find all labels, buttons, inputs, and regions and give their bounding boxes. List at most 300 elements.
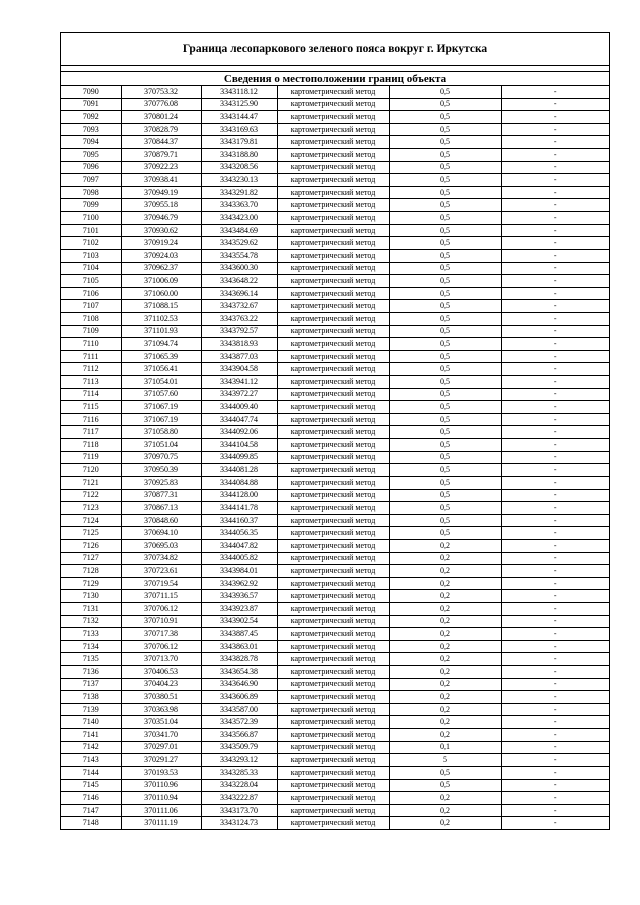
accuracy-cell: 5 <box>389 754 501 767</box>
point-number-cell: 7114 <box>61 388 121 401</box>
point-number-cell: 7126 <box>61 539 121 552</box>
x-coordinate-cell: 370828.79 <box>121 123 201 136</box>
method-cell: картометрический метод <box>277 262 389 275</box>
description-cell: - <box>501 502 609 515</box>
point-number-cell: 7133 <box>61 628 121 641</box>
table-row <box>61 123 609 136</box>
description-cell: - <box>501 590 609 603</box>
accuracy-cell: 0,2 <box>389 666 501 679</box>
method-cell: картометрический метод <box>277 703 389 716</box>
y-coordinate-cell: 3343125.90 <box>201 98 277 111</box>
table-row <box>61 766 609 779</box>
accuracy-cell: 0,2 <box>389 678 501 691</box>
y-coordinate-cell: 3344081.28 <box>201 464 277 477</box>
method-cell: картометрический метод <box>277 729 389 742</box>
accuracy-cell: 0,2 <box>389 615 501 628</box>
y-coordinate-cell: 3343646.90 <box>201 678 277 691</box>
point-number-cell: 7148 <box>61 817 121 829</box>
description-cell: - <box>501 300 609 313</box>
point-number-cell: 7144 <box>61 766 121 779</box>
accuracy-cell: 0,5 <box>389 300 501 313</box>
description-cell: - <box>501 678 609 691</box>
point-number-cell: 7120 <box>61 464 121 477</box>
description-cell: - <box>553 818 557 828</box>
description-cell: - <box>501 275 609 288</box>
method-cell: картометрический метод <box>277 792 389 805</box>
description-cell: - <box>501 262 609 275</box>
y-coordinate-cell: 3343936.57 <box>201 590 277 603</box>
y-coordinate-cell: 3344005.82 <box>201 552 277 565</box>
x-coordinate-cell: 370193.53 <box>121 766 201 779</box>
accuracy-cell: 0,5 <box>389 350 501 363</box>
description-cell: - <box>501 552 609 565</box>
method-cell: картометрический метод <box>277 363 389 376</box>
point-number-cell: 7123 <box>61 502 121 515</box>
y-coordinate-cell: 3343606.89 <box>201 691 277 704</box>
accuracy-cell: 0,5 <box>389 766 501 779</box>
description-cell: - <box>501 388 609 401</box>
y-coordinate-cell: 3343887.45 <box>201 628 277 641</box>
point-number-cell: 7134 <box>61 640 121 653</box>
y-coordinate-cell: 3343509.79 <box>201 741 277 754</box>
description-cell: - <box>501 514 609 527</box>
method-cell: картометрический метод <box>277 817 389 829</box>
accuracy-cell: 0,5 <box>389 287 501 300</box>
point-number-cell: 7096 <box>61 161 121 174</box>
y-coordinate-cell: 3343600.30 <box>201 262 277 275</box>
accuracy-cell: 0,2 <box>389 729 501 742</box>
point-number-cell: 7131 <box>61 602 121 615</box>
accuracy-cell: 0,5 <box>389 502 501 515</box>
method-cell: картометрический метод <box>277 602 389 615</box>
table-row <box>61 98 609 111</box>
description-cell: - <box>501 325 609 338</box>
y-coordinate-cell: 3343285.33 <box>201 766 277 779</box>
point-number-cell: 7107 <box>61 300 121 313</box>
x-coordinate-cell: 370710.91 <box>121 615 201 628</box>
x-coordinate-cell: 371088.15 <box>121 300 201 313</box>
x-coordinate-cell: 370919.24 <box>121 237 201 250</box>
x-coordinate-cell: 370351.04 <box>121 716 201 729</box>
point-number-cell: 7115 <box>61 401 121 414</box>
point-number-cell: 7143 <box>61 754 121 767</box>
table-row <box>61 149 609 162</box>
y-coordinate-cell: 3344084.88 <box>201 476 277 489</box>
point-number-cell: 7130 <box>61 590 121 603</box>
x-coordinate-cell: 370930.62 <box>121 224 201 237</box>
x-coordinate-cell: 370111.06 <box>121 804 201 817</box>
accuracy-cell: 0,5 <box>389 413 501 426</box>
x-coordinate-cell: 370719.54 <box>121 577 201 590</box>
table-row <box>61 300 609 313</box>
y-coordinate-cell: 3344092.06 <box>201 426 277 439</box>
method-cell: картометрический метод <box>277 350 389 363</box>
description-cell: - <box>501 716 609 729</box>
method-cell: картометрический метод <box>277 565 389 578</box>
table-row <box>61 186 609 199</box>
accuracy-cell: 0,5 <box>389 149 501 162</box>
method-cell: картометрический метод <box>277 325 389 338</box>
accuracy-cell: 0,2 <box>389 628 501 641</box>
accuracy-cell: 0,5 <box>389 426 501 439</box>
description-cell: - <box>501 766 609 779</box>
description-cell: - <box>501 741 609 754</box>
table-row <box>61 716 609 729</box>
table-row <box>61 325 609 338</box>
x-coordinate-cell: 370877.31 <box>121 489 201 502</box>
x-coordinate-cell: 370938.41 <box>121 174 201 187</box>
x-coordinate-cell: 370801.24 <box>121 111 201 124</box>
point-number-cell: 7132 <box>61 615 121 628</box>
point-number-cell: 7136 <box>61 666 121 679</box>
point-number-cell: 7111 <box>61 350 121 363</box>
description-cell: - <box>501 640 609 653</box>
y-coordinate-cell: 3343572.39 <box>201 716 277 729</box>
method-cell: картометрический метод <box>277 640 389 653</box>
description-cell: - <box>501 401 609 414</box>
method-cell: картометрический метод <box>277 691 389 704</box>
x-coordinate-cell: 370706.12 <box>121 640 201 653</box>
y-coordinate-cell: 3343554.78 <box>201 249 277 262</box>
y-coordinate-cell: 3343696.14 <box>201 287 277 300</box>
point-number-cell: 7128 <box>61 565 121 578</box>
method-cell: картометрический метод <box>277 237 389 250</box>
y-coordinate-cell: 3343972.27 <box>201 388 277 401</box>
y-coordinate-cell: 3343828.78 <box>201 653 277 666</box>
accuracy-cell: 0,2 <box>389 703 501 716</box>
accuracy-cell: 0,2 <box>389 691 501 704</box>
point-number-cell: 7102 <box>61 237 121 250</box>
description-cell: - <box>501 199 609 212</box>
x-coordinate-cell: 370946.79 <box>121 212 201 225</box>
x-coordinate-cell: 370297.01 <box>121 741 201 754</box>
table-row <box>61 703 609 716</box>
accuracy-cell: 0,5 <box>389 527 501 540</box>
table-row <box>61 514 609 527</box>
point-number-cell: 7119 <box>61 451 121 464</box>
y-coordinate-cell: 3343230.13 <box>201 174 277 187</box>
table-row <box>61 628 609 641</box>
description-cell: - <box>501 426 609 439</box>
y-coordinate-cell: 3343169.63 <box>201 123 277 136</box>
method-cell: картометрический метод <box>277 98 389 111</box>
point-number-cell: 7099 <box>61 199 121 212</box>
point-number-cell: 7109 <box>61 325 121 338</box>
y-coordinate-cell: 3343529.62 <box>201 237 277 250</box>
method-cell: картометрический метод <box>277 552 389 565</box>
table-row <box>61 275 609 288</box>
point-number-cell: 7106 <box>61 287 121 300</box>
description-cell: - <box>501 451 609 464</box>
y-coordinate-cell: 3344056.35 <box>201 527 277 540</box>
x-coordinate-cell: 370950.39 <box>121 464 201 477</box>
point-number-cell: 7121 <box>61 476 121 489</box>
accuracy-cell: 0,5 <box>389 186 501 199</box>
description-cell: - <box>501 527 609 540</box>
table-row <box>61 262 609 275</box>
point-number-cell: 7110 <box>61 338 121 351</box>
table-row <box>61 565 609 578</box>
description-cell: - <box>501 653 609 666</box>
method-cell: картометрический метод <box>277 388 389 401</box>
accuracy-cell: 0,5 <box>389 514 501 527</box>
accuracy-cell: 0,1 <box>389 741 501 754</box>
x-coordinate-cell: 371067.19 <box>121 401 201 414</box>
accuracy-cell: 0,2 <box>389 716 501 729</box>
accuracy-cell: 0,2 <box>389 653 501 666</box>
accuracy-cell: 0,5 <box>389 376 501 389</box>
x-coordinate-cell: 371056.41 <box>121 363 201 376</box>
method-cell: картометрический метод <box>277 174 389 187</box>
accuracy-cell: 0,2 <box>389 577 501 590</box>
x-coordinate-cell: 370924.03 <box>121 249 201 262</box>
method-cell: картометрический метод <box>277 779 389 792</box>
x-coordinate-cell: 371058.80 <box>121 426 201 439</box>
method-cell: картометрический метод <box>277 212 389 225</box>
document-frame <box>60 32 610 830</box>
accuracy-cell: 0,5 <box>389 363 501 376</box>
accuracy-cell: 0,5 <box>389 86 501 98</box>
x-coordinate-cell: 370776.08 <box>121 98 201 111</box>
x-coordinate-cell: 370723.61 <box>121 565 201 578</box>
point-number-cell: 7146 <box>61 792 121 805</box>
x-coordinate-cell: 370848.60 <box>121 514 201 527</box>
method-cell: картометрический метод <box>277 451 389 464</box>
table-row <box>61 729 609 742</box>
description-cell: - <box>501 489 609 502</box>
method-cell: картометрический метод <box>277 476 389 489</box>
table-row <box>61 413 609 426</box>
x-coordinate-cell: 370713.70 <box>121 653 201 666</box>
y-coordinate-cell: 3343984.01 <box>201 565 277 578</box>
x-coordinate-cell: 370110.94 <box>121 792 201 805</box>
table-row <box>61 199 609 212</box>
accuracy-cell: 0,5 <box>389 262 501 275</box>
point-number-cell: 7137 <box>61 678 121 691</box>
table-row <box>61 224 609 237</box>
point-number-cell: 7113 <box>61 376 121 389</box>
point-number-cell: 7116 <box>61 413 121 426</box>
x-coordinate-cell: 371067.19 <box>121 413 201 426</box>
description-cell: - <box>501 123 609 136</box>
x-coordinate-cell: 370711.15 <box>121 590 201 603</box>
x-coordinate-cell: 370844.37 <box>121 136 201 149</box>
y-coordinate-cell: 3343188.80 <box>201 149 277 162</box>
x-coordinate-cell: 370291.27 <box>121 754 201 767</box>
point-number-cell: 7093 <box>61 123 121 136</box>
description-cell: - <box>501 464 609 477</box>
description-cell: - <box>501 413 609 426</box>
x-coordinate-cell: 370753.32 <box>121 86 201 98</box>
point-number-cell: 7147 <box>61 804 121 817</box>
description-cell: - <box>501 691 609 704</box>
y-coordinate-cell: 3343904.58 <box>201 363 277 376</box>
table-row <box>61 249 609 262</box>
x-coordinate-cell: 370879.71 <box>121 149 201 162</box>
accuracy-cell: 0,5 <box>389 489 501 502</box>
table-row <box>61 161 609 174</box>
method-cell: картометрический метод <box>277 489 389 502</box>
method-cell: картометрический метод <box>277 804 389 817</box>
method-cell: картометрический метод <box>277 439 389 452</box>
point-number-cell: 7091 <box>61 98 121 111</box>
table-row <box>61 502 609 515</box>
method-cell: картометрический метод <box>277 766 389 779</box>
accuracy-cell: 0,5 <box>389 451 501 464</box>
document-title: Граница лесопаркового зеленого пояса вокруг г. Иркутска <box>61 33 609 66</box>
table-row <box>61 401 609 414</box>
x-coordinate-cell: 370925.83 <box>121 476 201 489</box>
x-coordinate-cell: 371065.39 <box>121 350 201 363</box>
description-cell: - <box>501 136 609 149</box>
method-cell: картометрический метод <box>277 590 389 603</box>
x-coordinate-cell: 370949.19 <box>121 186 201 199</box>
accuracy-cell: 0,2 <box>389 640 501 653</box>
method-cell: картометрический метод <box>277 754 389 767</box>
method-cell: картометрический метод <box>277 224 389 237</box>
method-cell: картометрический метод <box>277 249 389 262</box>
point-number-cell: 7145 <box>61 779 121 792</box>
point-number-cell: 7129 <box>61 577 121 590</box>
table-row <box>61 363 609 376</box>
x-coordinate-cell: 371102.53 <box>121 312 201 325</box>
table-row <box>61 86 609 98</box>
y-coordinate-cell: 3343763.22 <box>201 312 277 325</box>
table-row <box>61 312 609 325</box>
y-coordinate-cell: 3344009.40 <box>201 401 277 414</box>
y-coordinate-cell: 3343941.12 <box>201 376 277 389</box>
point-number-cell: 7092 <box>61 111 121 124</box>
table-row <box>61 817 609 829</box>
accuracy-cell: 0,5 <box>389 338 501 351</box>
point-number-cell: 7140 <box>61 716 121 729</box>
method-cell: картометрический метод <box>277 312 389 325</box>
description-cell: - <box>501 703 609 716</box>
table-row <box>61 653 609 666</box>
x-coordinate-cell: 370734.82 <box>121 552 201 565</box>
y-coordinate-cell: 3344099.85 <box>201 451 277 464</box>
table-row <box>61 376 609 389</box>
point-number-cell: 7127 <box>61 552 121 565</box>
method-cell: картометрический метод <box>277 86 389 98</box>
x-coordinate-cell: 370717.38 <box>121 628 201 641</box>
method-cell: картометрический метод <box>277 539 389 552</box>
accuracy-cell: 0,5 <box>389 224 501 237</box>
method-cell: картометрический метод <box>277 464 389 477</box>
table-row <box>61 287 609 300</box>
coordinates-table-body <box>61 86 609 829</box>
description-cell: - <box>501 779 609 792</box>
accuracy-cell: 0,5 <box>389 464 501 477</box>
y-coordinate-cell: 3343208.56 <box>201 161 277 174</box>
table-row <box>61 212 609 225</box>
y-coordinate-cell: 3343293.12 <box>201 754 277 767</box>
y-coordinate-cell: 3343648.22 <box>201 275 277 288</box>
accuracy-cell: 0,5 <box>389 275 501 288</box>
description-cell: - <box>501 161 609 174</box>
method-cell: картометрический метод <box>277 426 389 439</box>
method-cell: картометрический метод <box>277 149 389 162</box>
y-coordinate-cell: 3344104.58 <box>201 439 277 452</box>
method-cell: картометрический метод <box>277 716 389 729</box>
description-cell: - <box>501 666 609 679</box>
point-number-cell: 7142 <box>61 741 121 754</box>
table-row <box>61 464 609 477</box>
method-cell: картометрический метод <box>277 199 389 212</box>
point-number-cell: 7097 <box>61 174 121 187</box>
x-coordinate-cell: 370922.23 <box>121 161 201 174</box>
description-cell: - <box>501 577 609 590</box>
description-cell: - <box>501 615 609 628</box>
x-coordinate-cell: 371006.09 <box>121 275 201 288</box>
x-coordinate-cell: 371054.01 <box>121 376 201 389</box>
y-coordinate-cell: 3343179.81 <box>201 136 277 149</box>
point-number-cell: 7103 <box>61 249 121 262</box>
accuracy-cell: 0,5 <box>389 237 501 250</box>
x-coordinate-cell: 370111.19 <box>121 817 201 829</box>
x-coordinate-cell: 370867.13 <box>121 502 201 515</box>
point-number-cell: 7101 <box>61 224 121 237</box>
x-coordinate-cell: 370110.96 <box>121 779 201 792</box>
accuracy-cell: 0,5 <box>389 476 501 489</box>
description-cell: - <box>501 174 609 187</box>
section-subtitle: Сведения о местоположении границ объекта <box>61 72 609 86</box>
table-row <box>61 426 609 439</box>
table-row <box>61 678 609 691</box>
description-cell: - <box>501 212 609 225</box>
x-coordinate-cell: 370970.75 <box>121 451 201 464</box>
table-row <box>61 439 609 452</box>
y-coordinate-cell: 3343228.04 <box>201 779 277 792</box>
table-row <box>61 174 609 187</box>
y-coordinate-cell: 3343654.38 <box>201 666 277 679</box>
x-coordinate-cell: 370694.10 <box>121 527 201 540</box>
accuracy-cell: 0,2 <box>389 792 501 805</box>
method-cell: картометрический метод <box>277 615 389 628</box>
accuracy-cell: 0,5 <box>389 779 501 792</box>
x-coordinate-cell: 370962.37 <box>121 262 201 275</box>
accuracy-cell: 0,2 <box>389 539 501 552</box>
x-coordinate-cell: 370695.03 <box>121 539 201 552</box>
method-cell: картометрический метод <box>277 136 389 149</box>
description-cell: - <box>501 338 609 351</box>
method-cell: картометрический метод <box>277 628 389 641</box>
description-cell: - <box>501 86 609 98</box>
description-cell: - <box>501 754 609 767</box>
y-coordinate-cell: 3343144.47 <box>201 111 277 124</box>
y-coordinate-cell: 3344128.00 <box>201 489 277 502</box>
accuracy-cell: 0,2 <box>389 817 501 829</box>
method-cell: картометрический метод <box>277 678 389 691</box>
point-number-cell: 7118 <box>61 439 121 452</box>
y-coordinate-cell: 3343363.70 <box>201 199 277 212</box>
x-coordinate-cell: 370363.98 <box>121 703 201 716</box>
point-number-cell: 7095 <box>61 149 121 162</box>
description-cell: - <box>501 439 609 452</box>
method-cell: картометрический метод <box>277 577 389 590</box>
y-coordinate-cell: 3343732.67 <box>201 300 277 313</box>
point-number-cell: 7141 <box>61 729 121 742</box>
y-coordinate-cell: 3343818.93 <box>201 338 277 351</box>
point-number-cell: 7135 <box>61 653 121 666</box>
point-number-cell: 7112 <box>61 363 121 376</box>
method-cell: картометрический метод <box>277 653 389 666</box>
x-coordinate-cell: 370341.70 <box>121 729 201 742</box>
y-coordinate-cell: 3343423.00 <box>201 212 277 225</box>
x-coordinate-cell: 371051.04 <box>121 439 201 452</box>
accuracy-cell: 0,5 <box>389 161 501 174</box>
y-coordinate-cell: 3343877.03 <box>201 350 277 363</box>
